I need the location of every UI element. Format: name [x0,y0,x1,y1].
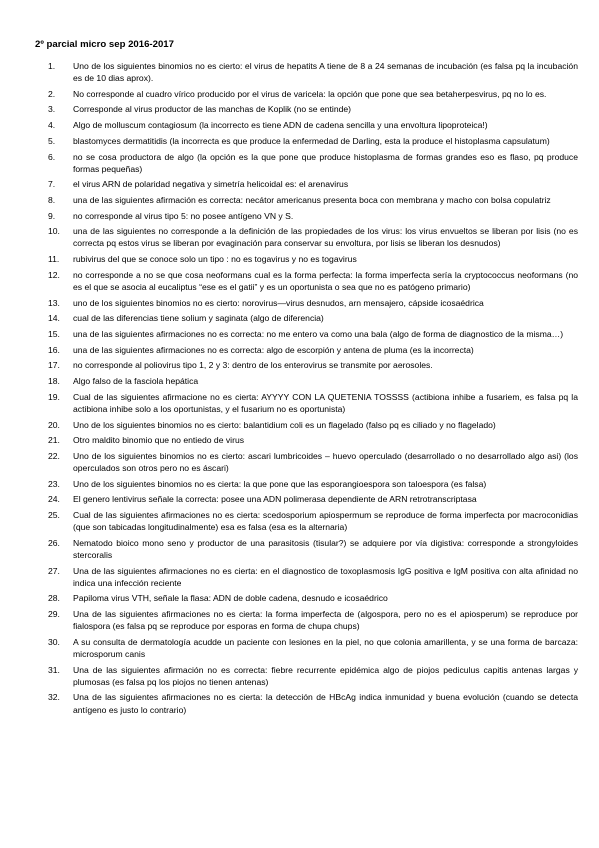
item-number: 21. [48,435,60,446]
item-text: Uno de los siguientes binomios no es cierto: el virus de hepatits A tiene de 8 a 24 semanas de incubación (es falsa pq la incubación es de 10 dias aprox). [73,61,578,84]
item-text: Una de las siguientes afirmaciones no es cierta: en el diagnostico de toxoplasmosis IgG positiva e IgM positiva con alta afinidad no indica una infección reciente [73,565,578,588]
list-item [48,312,578,324]
item-text: Una de las siguientes afirmaciones no es cierta: la forma imperfecta de (algospora, pero no es el apiosperum) se reproduce por fialospora (es falsa pq se reproduce por esporas en forma de chupa chups) [73,609,578,632]
item-text: El genero lentivirus señale la correcta: posee una ADN polimerasa dependiente de ARN retrotranscriptasa [73,494,477,505]
item-number: 16. [48,344,60,355]
list-item [48,269,578,293]
item-text: una de las siguientes afirmación es correcta: necátor americanus presenta boca con membrana y macho con bolsa copulatriz [73,195,551,205]
list-item [48,225,578,249]
list-item [48,565,578,589]
item-number: 31. [48,664,60,675]
item-number: 19. [48,391,60,402]
item-text: Algo de molluscum contagiosum (la incorrecto es tiene ADN de cadena sencilla y una envoltura lipoproteica!) [73,120,488,131]
list-item [48,391,578,415]
list-item [48,537,578,561]
item-number: 25. [48,510,60,521]
item-number: 30. [48,636,60,647]
item-number: 5. [48,135,56,146]
item-text: Algo falso de la fasciola hepática [73,376,199,387]
item-number: 10. [48,226,60,237]
item-text: rubivirus del que se conoce solo un tipo : no es togavirus y no es togavirus [73,254,357,265]
item-text: una de las siguientes afirmaciones no es correcta: algo de escorpión y antena de pluma (es la incorrecta) [73,344,474,355]
list-item [48,664,578,688]
item-number: 11. [48,254,60,265]
item-text: Nematodo bioico mono seno y productor de una parasitosis (tisular?) se adquiere por vía digistiva: corresponde a strongyloides stercoralis [73,537,578,560]
item-number: 12. [48,269,60,280]
item-number: 1. [48,61,56,71]
list-item [48,151,578,175]
item-number: 29. [48,609,60,620]
list-item [48,297,578,309]
item-text: el virus ARN de polaridad negativa y simetría helicoidal es: el arenavirus [73,179,349,190]
document-title: 2º parcial micro sep 2016-2017 [35,39,174,50]
list-item [48,592,578,604]
list-item [48,119,578,131]
item-text: uno de los siguientes binomios no es cierto: norovirus—virus desnudos, arn mensajero, cápside icosaédrica [73,297,484,308]
item-text: no corresponde a no se que cosa neoformans cual es la forma perfecta: la forma imperfecta sería la cryptococcus neoformans (no es el que se asocia al eucaliptus “ese es el gatii” y es un oportunista o sea que no es patógeno primario) [73,269,578,292]
list-item [48,509,578,533]
item-number: 2. [48,88,56,99]
item-number: 6. [48,151,56,162]
item-number: 7. [48,179,56,190]
item-number: 28. [48,593,60,604]
list-item [48,60,578,84]
list-item [48,253,578,265]
item-text: cual de las diferencias tiene solium y saginata (algo de diferencia) [73,313,324,324]
item-text: Una de las siguientes afirmaciones no es cierta: la detección de HBcAg indica inmunidad y buena evolución (cuando se detecta antígeno es justo lo contrario) [73,692,578,715]
item-text: No corresponde al cuadro vírico producido por el virus de varicela: la opción que pone que sea betaherpesvirus, pq no lo es. [73,88,547,99]
item-text: una de las siguientes no corresponde a la definición de las propiedades de los virus: los virus envueltos se liberan por lisis (no es correcta pq estos virus se liberan por evaginación para conservar su envoltura, por lisis se liberan los desnudos) [73,226,578,249]
item-text: no corresponde al virus tipo 5: no posee antígeno VN y S. [73,210,294,221]
list-item [48,103,578,115]
item-text: Otro maldito binomio que no entiedo de virus [73,435,245,446]
list-item [48,344,578,356]
item-text: blastomyces dermatitidis (la incorrecta es que produce la enfermedad de Darling, esta la produce el histoplasma capsulatum) [73,135,550,146]
item-text: Cual de las siguientes afirmaciones no es cierta: scedosporium apiospermum se reproduce de forma imperfecta por macroconidias (que son tabicadas longitudinalmente) esa es falsa (esa es la alternaria) [73,510,578,533]
list-item [48,434,578,446]
item-text: no corresponde al poliovirus tipo 1, 2 y 3: dentro de los enterovirus se transmite por aerosoles. [73,360,433,371]
item-number: 17. [48,360,60,371]
item-number: 4. [48,120,56,131]
list-item [48,478,578,490]
item-number: 15. [48,329,60,339]
item-text: Uno de los siguientes binomios no es cierto: balantidium coli es un flagelado (falso pq es ciliado y no flagelado) [73,419,496,430]
list-item [48,419,578,431]
item-number: 23. [48,478,60,489]
item-text: Una de las siguientes afirmación no es correcta: fiebre recurrente epidémica algo de piojos pediculus capitis antenas largas y plumosas (es falsa pq los piojos no tienen antenas) [73,664,578,687]
list-item [48,375,578,387]
list-item [48,210,578,222]
item-number: 14. [48,313,60,324]
item-text: Papiloma virus VTH, señale la flasa: ADN de doble cadena, desnudo e icosaédrico [73,593,388,604]
item-number: 9. [48,210,56,221]
list-item [48,194,578,206]
item-number: 18. [48,376,60,387]
item-number: 13. [48,297,60,308]
list-item [48,178,578,190]
list-item [48,328,578,340]
list-item [48,691,578,715]
list-item [48,450,578,474]
question-list [48,60,578,719]
item-number: 26. [48,537,60,548]
item-number: 32. [48,692,60,703]
item-text: Uno de los siguientes binomios no es cierto: ascari lumbricoides – huevo operculado (desarrollado o no desarrollado algo asi) (los operculados son otros pero no es áscari) [73,450,578,473]
item-text: una de las siguientes afirmaciones no es correcta: no me entero va como una bala (algo de forma de diagnostico de la misma…) [73,329,564,339]
item-text: no se cosa productora de algo (la opción es la que pone que produce histoplasma de formas grandes eso es flaso, pq produce formas pequeñas) [73,151,578,174]
item-number: 24. [48,494,60,505]
item-text: Corresponde al virus productor de las manchas de Koplik (no se entinde) [73,104,352,115]
list-item [48,135,578,147]
item-text: Uno de los siguientes binomios no es cierta: la que pone que las esporangioespora son taloespora (es falsa) [73,478,487,489]
item-number: 8. [48,195,56,205]
list-item [48,88,578,100]
item-number: 3. [48,104,56,115]
item-text: Cual de las siguientes afirmacione no es cierta: AYYYY CON LA QUETENIA TOSSSS (actibiona inhibe a fusariem, es falsa pq la actibiona inhibe solo a los oportunistas, y el fusarium no es oportunista) [73,391,578,414]
list-item [48,493,578,505]
list-item [48,359,578,371]
item-text: A su consulta de dermatología acudde un paciente con lesiones en la piel, no que colonia amarillenta, y se una forma de barcaza: microsporum canis [73,636,578,659]
item-number: 22. [48,450,60,461]
item-number: 27. [48,565,60,576]
list-item [48,608,578,632]
list-item [48,636,578,660]
item-number: 20. [48,419,60,430]
